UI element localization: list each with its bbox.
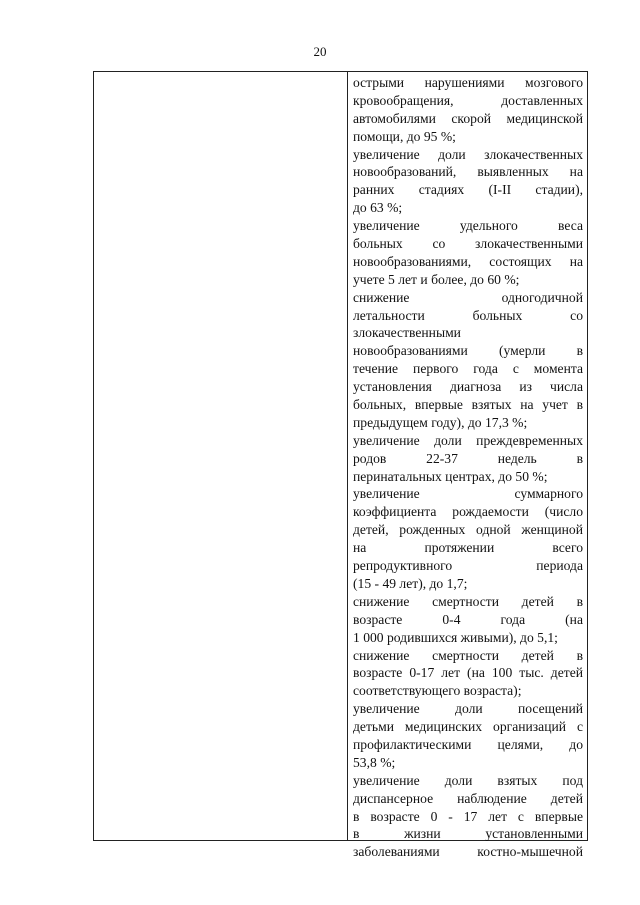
text-line: увеличение суммарного [353, 486, 583, 502]
text-line: увеличение доли злокачественных [353, 146, 583, 162]
text-line: больных со злокачественными [353, 236, 583, 252]
page-number: 20 [313, 44, 327, 59]
document-table [93, 71, 588, 860]
text-line: на протяжении всего [353, 540, 583, 556]
text-line: увеличение доли взятых под [353, 772, 583, 788]
text-line: острыми нарушениями мозгового [353, 75, 583, 90]
text-line: новообразованиями, состоящих на [353, 253, 583, 269]
text-line: предыдущем году), до 17,3 %; [353, 414, 528, 430]
text-line: возрасте 0-4 года (на [353, 611, 583, 627]
text-line: новообразованиями (умерли в [353, 343, 583, 359]
text-line: снижение смертности детей в [353, 647, 583, 663]
text-line: перинатальных центрах, до 50 %; [353, 468, 548, 484]
text-line: коэффициента рождаемости (число [353, 504, 583, 520]
table-right-cell [348, 72, 587, 860]
text-line: новообразований, выявленных на [353, 164, 583, 180]
text-line: кровообращения, доставленных [353, 92, 583, 108]
text-line: помощи, до 95 %; [353, 128, 456, 144]
text-line: репродуктивного периода [353, 558, 583, 574]
text-line: возрасте 0-17 лет (на 100 тыс. детей [353, 665, 583, 681]
text-line: 1 000 родившихся живыми), до 5,1; [353, 629, 558, 645]
text-line: (15 - 49 лет), до 1,7; [353, 575, 468, 591]
text-line: злокачественными [353, 325, 461, 341]
text-line: больных, впервые взятых на учет в [353, 397, 583, 413]
text-line: увеличение доли посещений [353, 701, 583, 717]
text-line: установления диагноза из числа [353, 379, 583, 395]
text-line: учете 5 лет и более, до 60 %; [353, 271, 520, 287]
text-line: в возрасте 0 - 17 лет с впервые [353, 808, 583, 824]
text-line: 53,8 %; [353, 754, 396, 770]
text-line: в жизни установленными [353, 826, 583, 842]
table-left-cell [94, 72, 348, 840]
text-line: летальности больных со [353, 307, 583, 323]
text-line: снижение смертности детей в [353, 593, 583, 609]
text-line: родов 22-37 недель в [353, 450, 583, 466]
text-line: профилактическими целями, до [353, 736, 583, 752]
text-line: диспансерное наблюдение детей [353, 790, 583, 806]
text-line: увеличение удельного веса [353, 218, 583, 234]
text-line: снижение одногодичной [353, 289, 583, 305]
text-line: увеличение доли преждевременных [353, 432, 583, 448]
text-line: до 63 %; [353, 200, 403, 216]
text-line: детей, рожденных одной женщиной [353, 522, 583, 538]
text-line: детьми медицинских организаций с [353, 719, 583, 735]
text-line: соответствующего возраста); [353, 683, 522, 699]
text-line: ранних стадиях (I-II стадии), [353, 182, 583, 198]
text-line: заболеваниями костно-мышечной [353, 844, 583, 860]
text-line: течение первого года с момента [353, 361, 583, 377]
text-line: автомобилями скорой медицинской [353, 110, 583, 126]
